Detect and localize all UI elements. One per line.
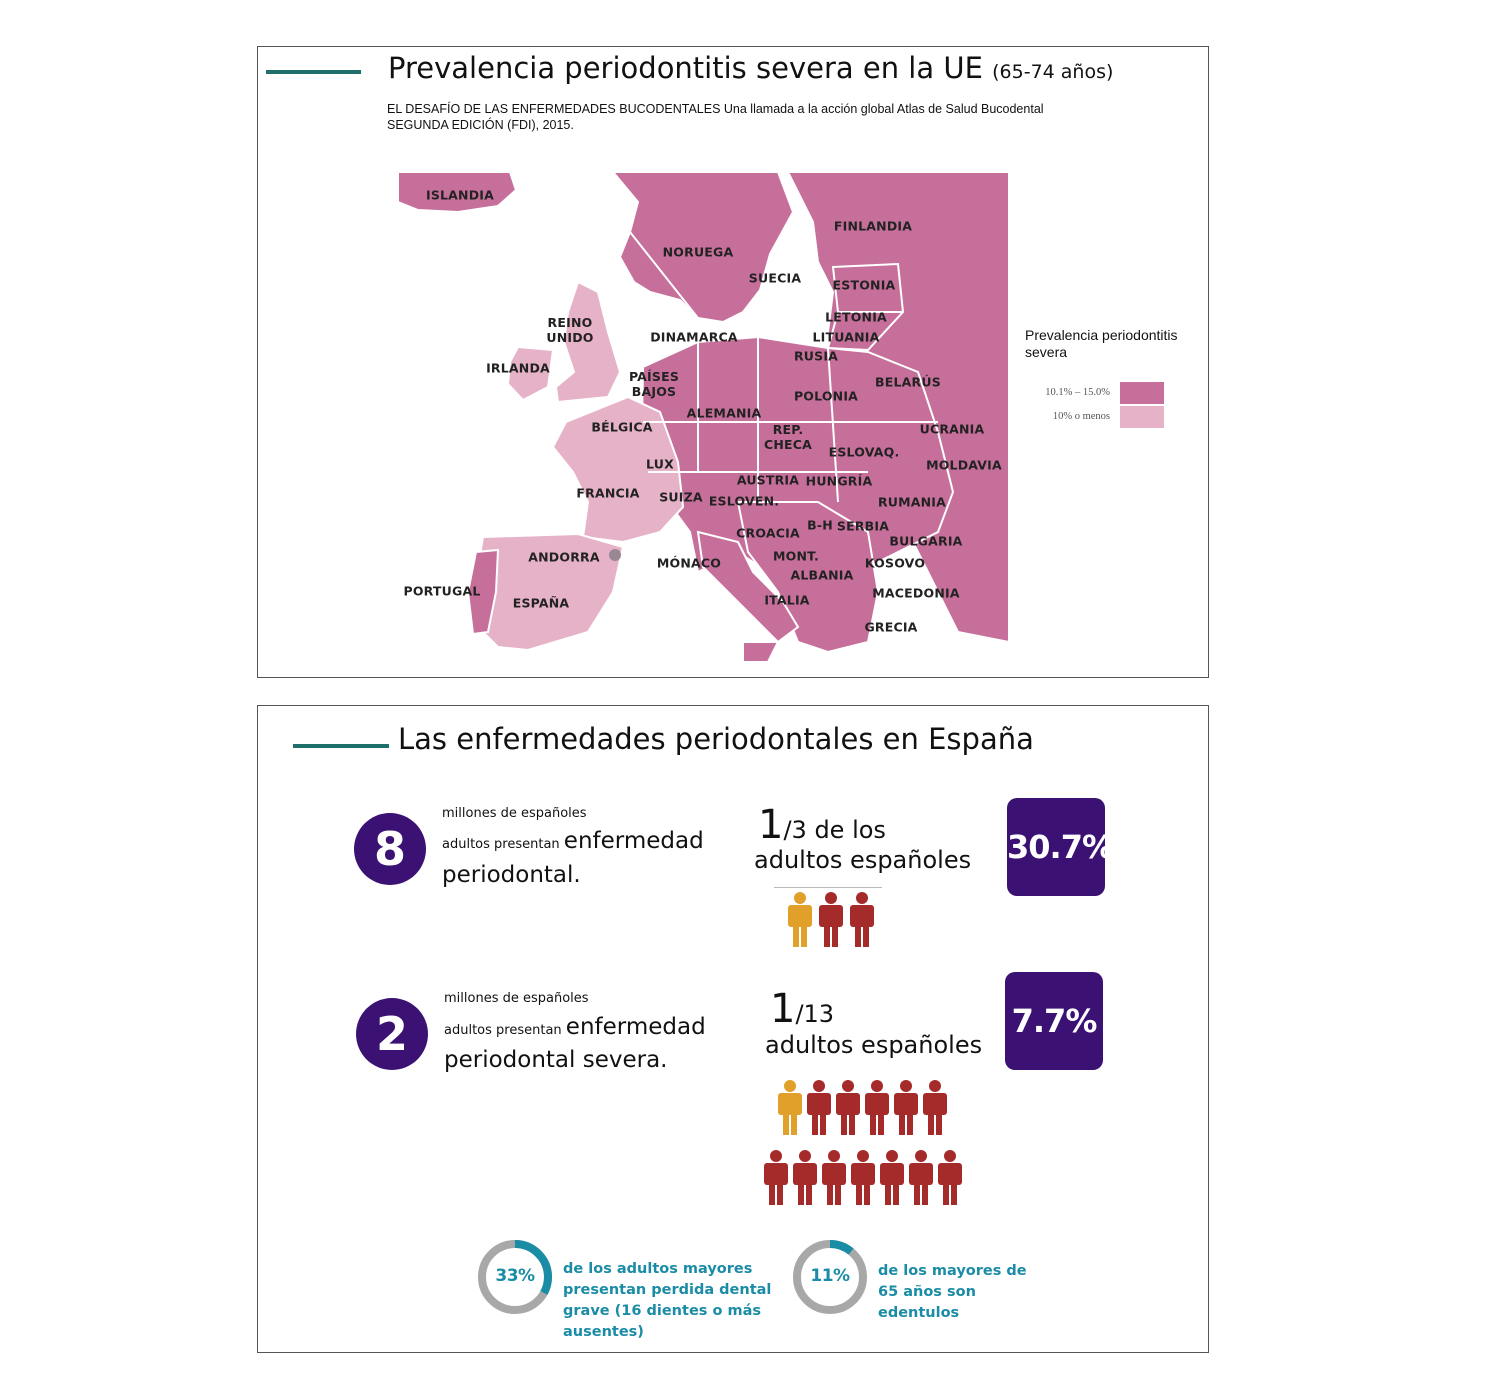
stat2-number: 2 xyxy=(356,998,428,1070)
caption-line: de los adultos mayores xyxy=(563,1261,753,1277)
person-icon xyxy=(778,1080,802,1135)
people-1-of-13 xyxy=(762,1078,972,1208)
person-icon xyxy=(822,1150,846,1205)
label-moldavia: MOLDAVIA xyxy=(926,457,1002,473)
label-alemania: ALEMANIA xyxy=(686,405,762,421)
person-icon xyxy=(894,1080,918,1135)
europe-map xyxy=(398,172,1009,662)
ratio2 xyxy=(770,986,834,1032)
stat1-line2-small: adultos presentan xyxy=(442,837,560,852)
person-icon xyxy=(909,1150,933,1205)
ratio2-line2: adultos españoles xyxy=(765,1031,983,1059)
source-citation xyxy=(387,101,1107,133)
label-belarus: BELARÚS xyxy=(875,374,941,390)
person-icon xyxy=(880,1150,904,1205)
label-bulgaria: BULGARIA xyxy=(889,533,963,549)
person-icon xyxy=(938,1150,962,1205)
label-grecia: GRECIA xyxy=(864,619,918,635)
slide1-title xyxy=(388,51,1113,85)
person-icon xyxy=(764,1150,788,1205)
stat2-line1: millones de españoles xyxy=(444,991,589,1006)
label-letonia: LETONIA xyxy=(825,309,887,325)
stat2-line2-big: enfermedad xyxy=(565,1014,706,1040)
label-espana: ESPAÑA xyxy=(512,595,570,611)
stat1-line2-big: enfermedad xyxy=(563,828,704,854)
donut2-caption xyxy=(878,1261,1027,1324)
label-lux: LUX xyxy=(646,456,674,472)
title-rule xyxy=(266,70,361,74)
ratio1-big: 1 xyxy=(758,802,784,848)
label-reino-unido: REINO UNIDO xyxy=(546,315,594,345)
label-islandia: ISLANDIA xyxy=(425,187,495,203)
source-line-2: SEGUNDA EDICIÓN (FDI), 2015. xyxy=(387,118,574,132)
label-finlandia: FINLANDIA xyxy=(833,218,913,234)
label-esloven: ESLOVEN. xyxy=(708,493,780,509)
label-estonia: ESTONIA xyxy=(832,277,896,293)
label-italia: ITALIA xyxy=(764,592,810,608)
label-paises-bajos: PAÍSES BAJOS xyxy=(628,369,680,399)
stat1-line1: millones de españoles xyxy=(442,806,587,821)
donut1-label: 33% xyxy=(495,1266,535,1286)
legend-title: Prevalencia periodontitis severa xyxy=(1025,327,1178,360)
legend-label-high: 10.1% – 15.0% xyxy=(1045,387,1110,398)
caption-line: edentulos xyxy=(878,1305,960,1321)
label-andorra: ANDORRA xyxy=(528,549,600,565)
stat2-line2-small: adultos presentan xyxy=(444,1023,562,1038)
label-austria: AUSTRIA xyxy=(736,472,800,488)
label-irlanda: IRLANDA xyxy=(486,360,550,376)
label-polonia: POLONIA xyxy=(793,388,859,404)
label-croacia: CROACIA xyxy=(736,525,800,541)
person-icon xyxy=(851,1150,875,1205)
person-icon xyxy=(865,1080,889,1135)
caption-line: ausentes) xyxy=(563,1324,644,1340)
label-rumania: RUMANIA xyxy=(877,494,947,510)
label-bh: B-H xyxy=(807,517,833,533)
pct1-box: 30.7% xyxy=(1007,798,1105,896)
label-kosovo: KOSOVO xyxy=(864,555,926,571)
label-portugal: PORTUGAL xyxy=(403,583,481,599)
stat1-line2 xyxy=(442,828,704,854)
slide2-title: Las enfermedades periodontales en España xyxy=(398,722,1034,756)
title-rule xyxy=(293,744,389,748)
label-rusia: RUSIA xyxy=(793,348,839,364)
ratio2-rest: /13 xyxy=(795,1000,835,1028)
caption-line: de los mayores de xyxy=(878,1263,1027,1279)
label-serbia: SERBIA xyxy=(836,518,890,534)
person-icon xyxy=(788,892,812,947)
label-francia: FRANCIA xyxy=(576,485,640,501)
person-icon xyxy=(807,1080,831,1135)
person-icon xyxy=(923,1080,947,1135)
person-icon xyxy=(819,892,843,947)
caption-line: grave (16 dientes o más xyxy=(563,1303,761,1319)
ratio2-big: 1 xyxy=(770,986,796,1032)
label-suiza: SUIZA xyxy=(659,489,703,505)
label-mont: MONT. xyxy=(773,548,819,564)
label-rep-checa: REP. CHECA xyxy=(763,422,813,452)
caption-line: presentan perdida dental xyxy=(563,1282,772,1298)
label-noruega: NORUEGA xyxy=(662,244,734,260)
slide1-title-main: Prevalencia periodontitis severa en la UE xyxy=(388,51,983,85)
label-lituania: LITUANIA xyxy=(812,329,880,345)
label-albania: ALBANIA xyxy=(790,567,854,583)
person-icon xyxy=(793,1150,817,1205)
label-belgica: BÉLGICA xyxy=(591,419,653,435)
label-suecia: SUECIA xyxy=(748,270,802,286)
donut1-caption xyxy=(563,1259,771,1343)
stat2-line2 xyxy=(444,1014,706,1040)
ratio1-line2: adultos españoles xyxy=(754,846,972,874)
stat2-line3: periodontal severa. xyxy=(444,1047,668,1073)
label-hungria: HUNGRÍA xyxy=(805,473,873,489)
label-dinamarca: DINAMARCA xyxy=(650,329,738,345)
stat1-number: 8 xyxy=(354,813,426,885)
label-ucrania: UCRANIA xyxy=(919,421,985,437)
stat1-line3: periodontal. xyxy=(442,862,581,888)
legend-swatch-high xyxy=(1120,382,1164,404)
ratio1-rest: /3 de los xyxy=(783,816,886,844)
person-icon xyxy=(836,1080,860,1135)
donut2-label: 11% xyxy=(810,1266,850,1286)
slide-spain-stats xyxy=(257,705,1209,1353)
legend-label-low: 10% o menos xyxy=(1052,411,1110,422)
source-line-1: EL DESAFÍO DE LAS ENFERMEDADES BUCODENTALES Una llamada a la acción global Atlas de Salud Bucodental xyxy=(387,102,1044,116)
pct2-box: 7.7% xyxy=(1005,972,1103,1070)
person-icon xyxy=(850,892,874,947)
label-monaco: MÓNACO xyxy=(656,555,722,571)
label-eslovaq: ESLOVAQ. xyxy=(828,444,900,460)
ratio1 xyxy=(758,802,886,848)
people-1-of-3 xyxy=(784,888,884,958)
caption-line: 65 años son xyxy=(878,1284,976,1300)
slide1-title-age: (65-74 años) xyxy=(992,61,1114,83)
slide-prevalence-map xyxy=(257,46,1209,678)
legend-swatch-low xyxy=(1120,406,1164,428)
label-macedonia: MACEDONIA xyxy=(872,585,960,601)
